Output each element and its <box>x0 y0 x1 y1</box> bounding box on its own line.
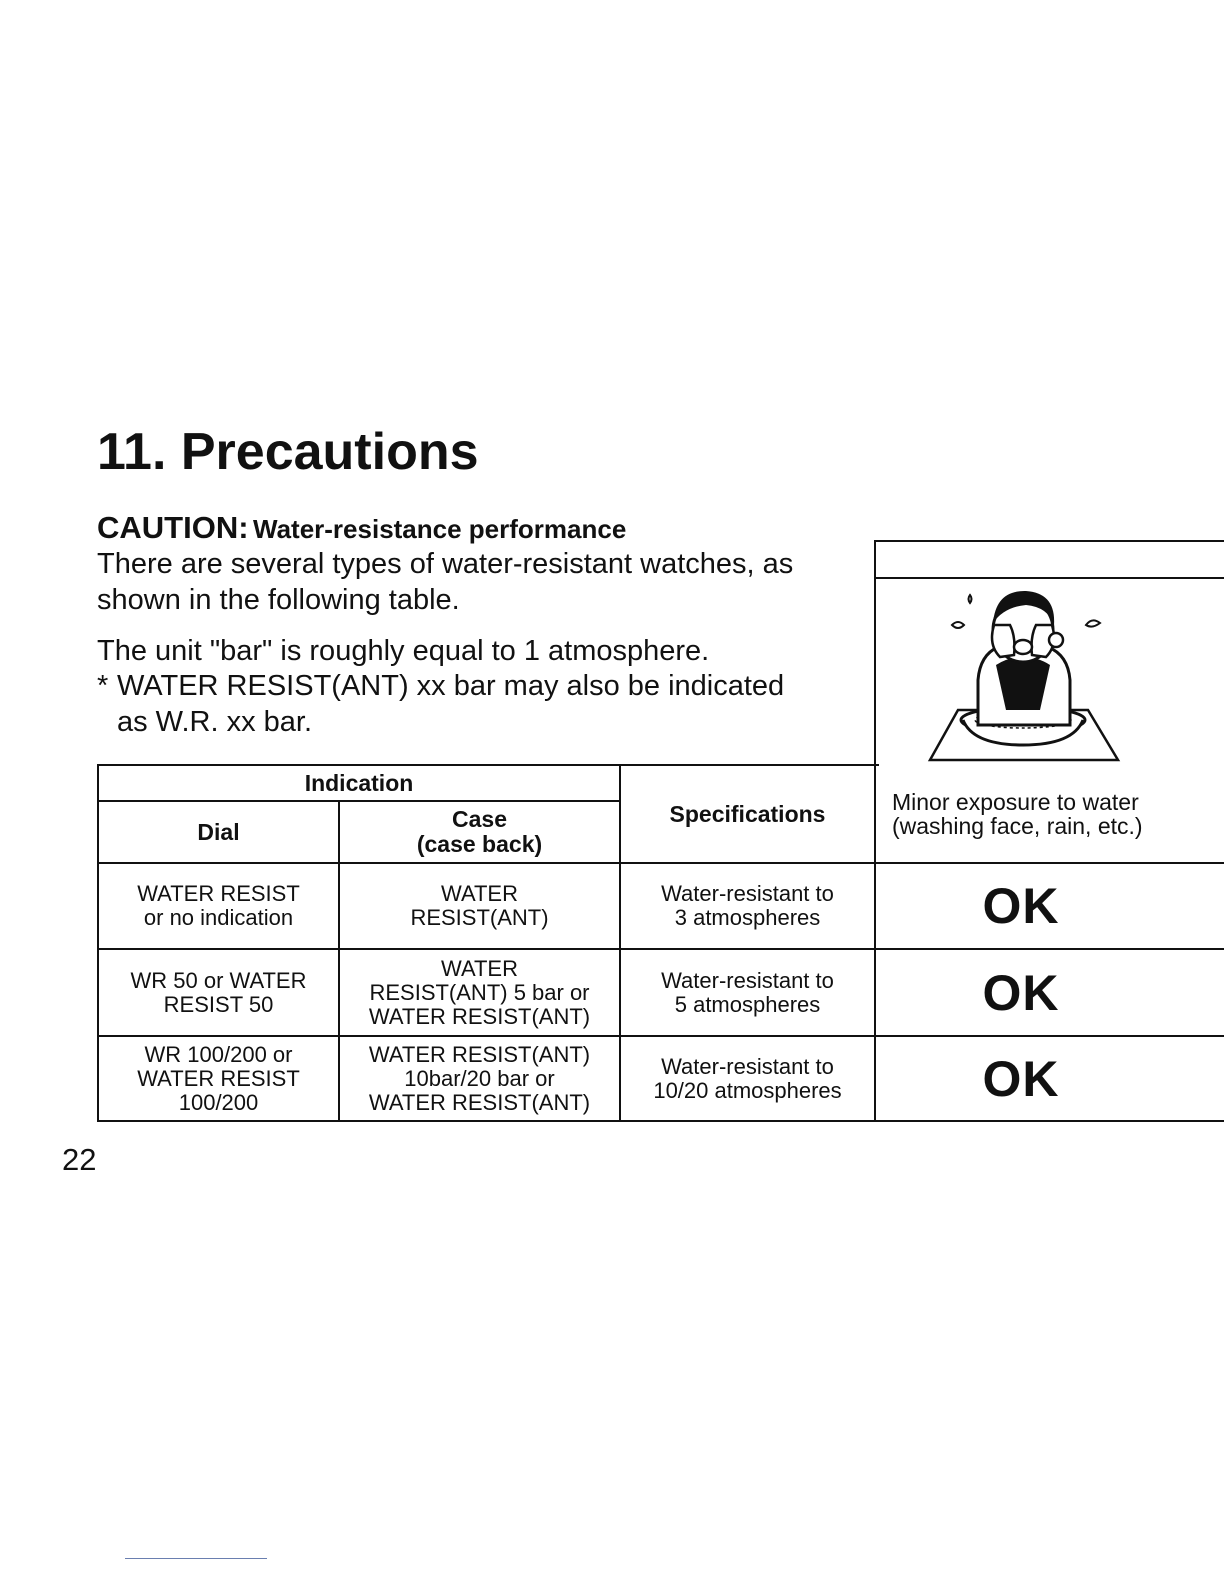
abbreviation-note <box>97 668 784 740</box>
table-cell-dial <box>99 1037 338 1120</box>
cell-line: 100/200 <box>178 1089 259 1115</box>
header-exposure-line-1: Minor exposure to water <box>892 789 1139 815</box>
table-cell-case <box>340 864 619 948</box>
table-cell-dial <box>99 950 338 1035</box>
header-minor-exposure <box>876 766 1224 862</box>
header-dial: Dial <box>197 818 240 845</box>
caution-label: CAUTION: <box>97 510 249 545</box>
cell-line: WATER RESIST <box>137 881 300 906</box>
cell-line: or no indication <box>143 905 294 930</box>
table-cell-spec <box>621 1037 874 1120</box>
table-cell-spec <box>621 864 874 948</box>
table-cell-exposure-ok: OK <box>982 964 1060 1021</box>
page-title: 11. Precautions <box>97 423 479 481</box>
cell-line: WATER RESIST(ANT) <box>368 1003 591 1029</box>
table-border-bottom <box>97 1120 1224 1122</box>
table-cell-exposure-ok: OK <box>982 1050 1060 1107</box>
footer-rule <box>125 1558 267 1559</box>
table-cell-case <box>340 950 619 1035</box>
exposure-box-inner-border <box>874 577 1224 579</box>
note-asterisk: * <box>97 670 109 702</box>
header-case-line-2: (case back) <box>416 831 543 857</box>
cell-line: WATER RESIST(ANT) <box>368 1089 591 1115</box>
cell-line: WATER <box>441 955 518 981</box>
table-cell-spec <box>621 950 874 1035</box>
header-exposure-line-2: (washing face, rain, etc.) <box>892 813 1143 839</box>
note-line-1: WATER RESIST(ANT) xx bar may also be indicated <box>117 670 785 702</box>
header-indication: Indication <box>304 769 414 796</box>
table-cell-dial <box>99 864 338 948</box>
cell-line: WATER RESIST <box>137 1065 300 1091</box>
header-case-line-1: Case <box>452 806 507 832</box>
cell-line: WR 100/200 or <box>144 1041 293 1067</box>
note-line-2: as W.R. xx bar. <box>117 706 312 738</box>
cell-line: WATER RESIST(ANT) <box>368 1041 591 1067</box>
cell-line: 3 atmospheres <box>674 905 821 930</box>
person-washing-face-icon <box>918 585 1128 765</box>
cell-line: 10bar/20 bar or <box>404 1065 555 1091</box>
cell-line: WR 50 or WATER <box>130 967 307 993</box>
intro-line-1: There are several types of water-resistant watches, as <box>97 548 794 580</box>
cell-line: RESIST(ANT) <box>410 905 549 930</box>
intro-line-2: shown in the following table. <box>97 584 460 616</box>
table-cell-case <box>340 1037 619 1120</box>
header-specifications: Specifications <box>669 800 826 827</box>
cell-line: RESIST 50 <box>163 991 274 1017</box>
unit-note: The unit "bar" is roughly equal to 1 atmosphere. <box>97 635 710 667</box>
caution-subtitle: Water-resistance performance <box>253 514 627 544</box>
cell-line: 10/20 atmospheres <box>653 1077 842 1103</box>
cell-line: WATER <box>441 881 518 906</box>
cell-line: Water-resistant to <box>661 1053 834 1079</box>
page-number: 22 <box>62 1142 97 1177</box>
table-cell-exposure-ok: OK <box>982 878 1060 934</box>
cell-line: 5 atmospheres <box>674 991 821 1017</box>
exposure-box-top-border <box>874 540 1224 542</box>
cell-line: RESIST(ANT) 5 bar or <box>369 979 590 1005</box>
header-case <box>340 802 619 862</box>
intro-paragraph <box>97 546 793 618</box>
cell-line: Water-resistant to <box>661 967 834 993</box>
cell-line: Water-resistant to <box>661 881 834 906</box>
